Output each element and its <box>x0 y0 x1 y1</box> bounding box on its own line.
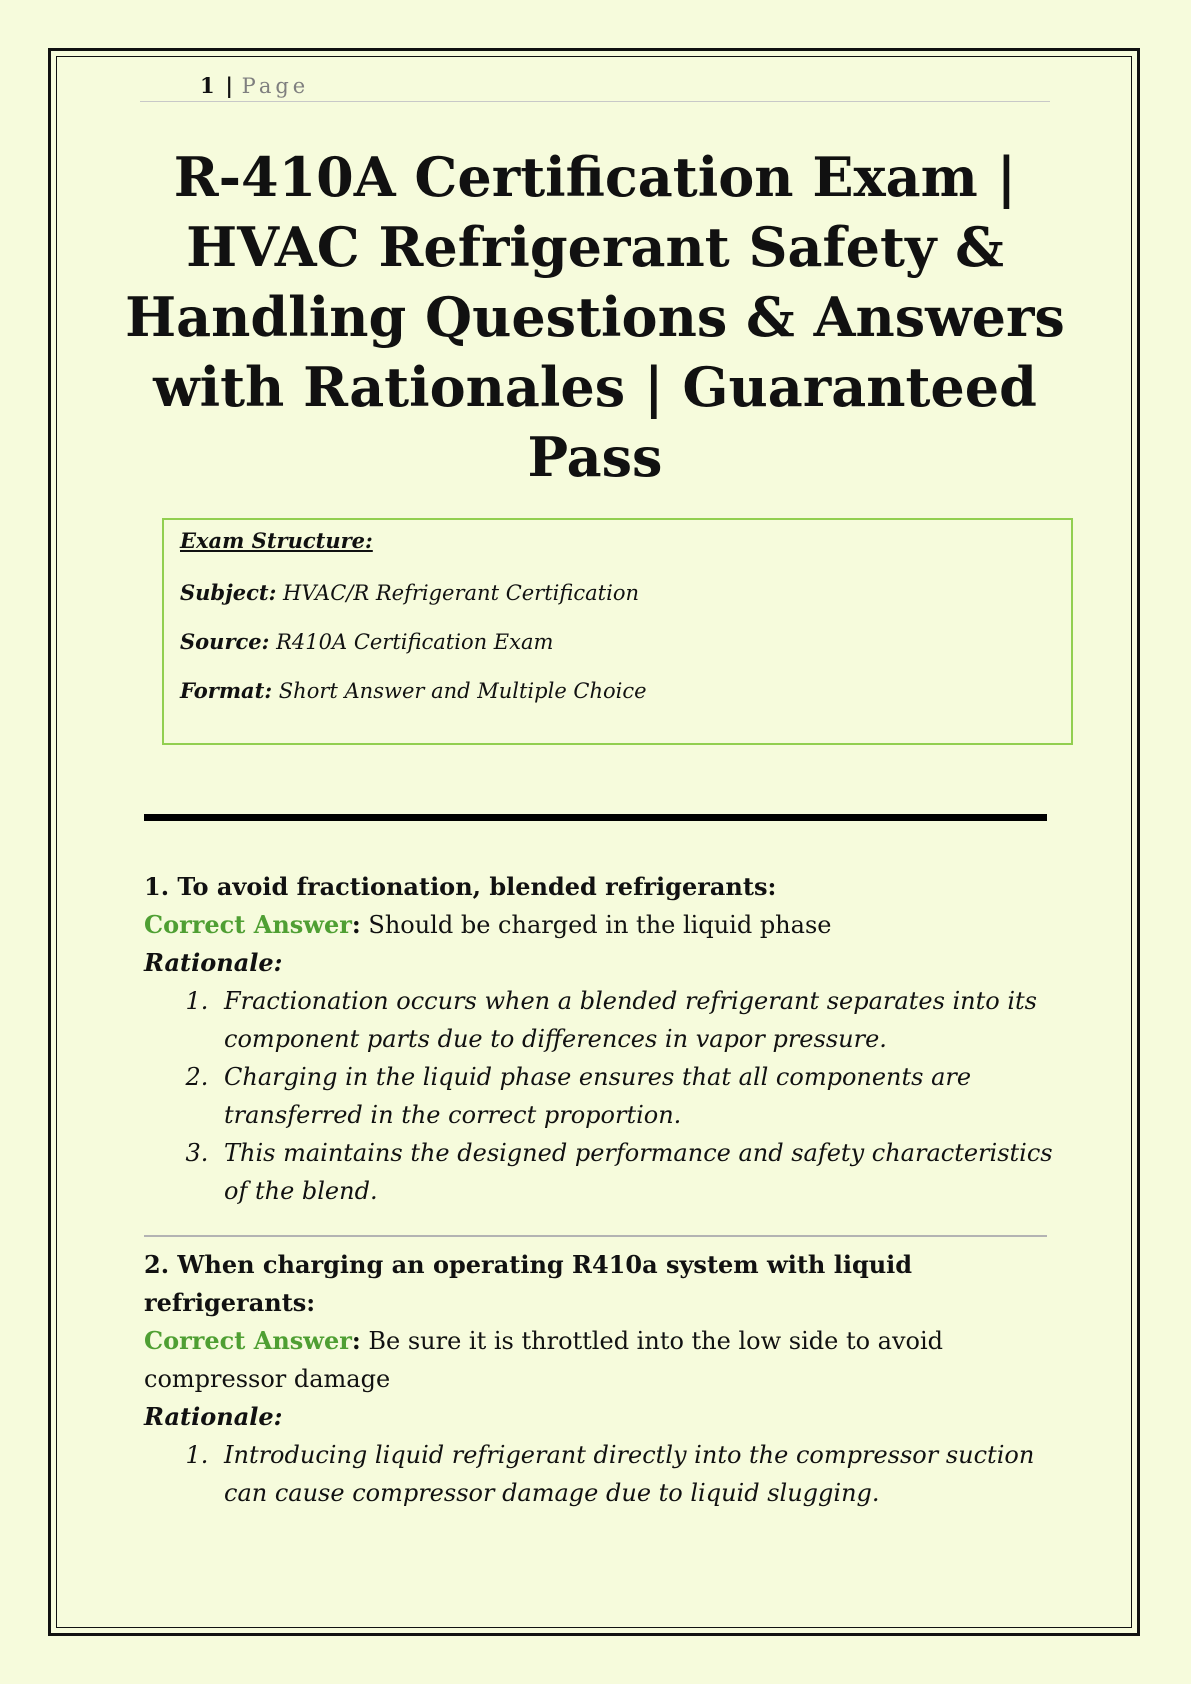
exam-structure-box <box>162 518 1073 745</box>
rationale-label: Rationale: <box>144 948 283 977</box>
correct-answer-label: Correct Answer <box>144 910 352 939</box>
question-1-text: 1. To avoid fractionation, blended refrigerants: <box>144 872 777 901</box>
exam-structure-source <box>180 629 1055 655</box>
format-value: Short Answer and Multiple Choice <box>272 679 647 703</box>
rationale-item: 1. Fractionation occurs when a blended refrigerant separates into its component parts due to differences in vapor pressure. <box>216 982 1054 1058</box>
question-divider <box>144 1235 1047 1237</box>
answer-colon: : <box>351 1326 361 1355</box>
question-2 <box>144 1246 1054 1512</box>
page-header <box>140 72 1050 102</box>
question-2-text: 2. When charging an operating R410a system with liquid refrigerants: <box>144 1250 913 1317</box>
exam-structure-format <box>180 678 1055 704</box>
source-label: Source: <box>180 629 270 654</box>
rationale-list <box>144 982 1054 1210</box>
rationale-label: Rationale: <box>144 1402 283 1431</box>
format-label: Format: <box>180 678 273 703</box>
rationale-item: 3. This maintains the designed performance and safety characteristics of the blend. <box>216 1134 1054 1210</box>
question-1-answer <box>144 906 1054 944</box>
subject-value: HVAC/R Refrigerant Certification <box>276 581 639 605</box>
answer-colon: : <box>351 910 361 939</box>
page-word: Page <box>241 74 310 98</box>
page-number: 1 <box>200 73 215 98</box>
page-separator: | <box>225 73 233 98</box>
question-2-answer <box>144 1322 1054 1398</box>
question-1 <box>144 868 1054 1210</box>
correct-answer-label: Correct Answer <box>144 1326 352 1355</box>
answer-text: Should be charged in the liquid phase <box>360 911 832 939</box>
rationale-item: 2. Charging in the liquid phase ensures that all components are transferred in the correct proportion. <box>216 1058 1054 1134</box>
source-value: R410A Certification Exam <box>269 630 554 654</box>
exam-structure-heading: Exam Structure: <box>180 528 373 553</box>
rationale-item: 1. Introducing liquid refrigerant directly into the compressor suction can cause compressor damage due to liquid slugging. <box>216 1436 1054 1512</box>
rationale-list <box>144 1436 1054 1512</box>
answer-text: Be sure it is throttled into the low side to avoid compressor damage <box>144 1327 944 1393</box>
exam-structure-subject <box>180 580 1055 606</box>
section-divider-thick <box>144 814 1047 821</box>
subject-label: Subject: <box>180 580 277 605</box>
document-title: R-410A Certification Exam | HVAC Refrigerant Safety & Handling Questions & Answers with Rationales | Guaranteed Pass <box>125 145 1065 489</box>
